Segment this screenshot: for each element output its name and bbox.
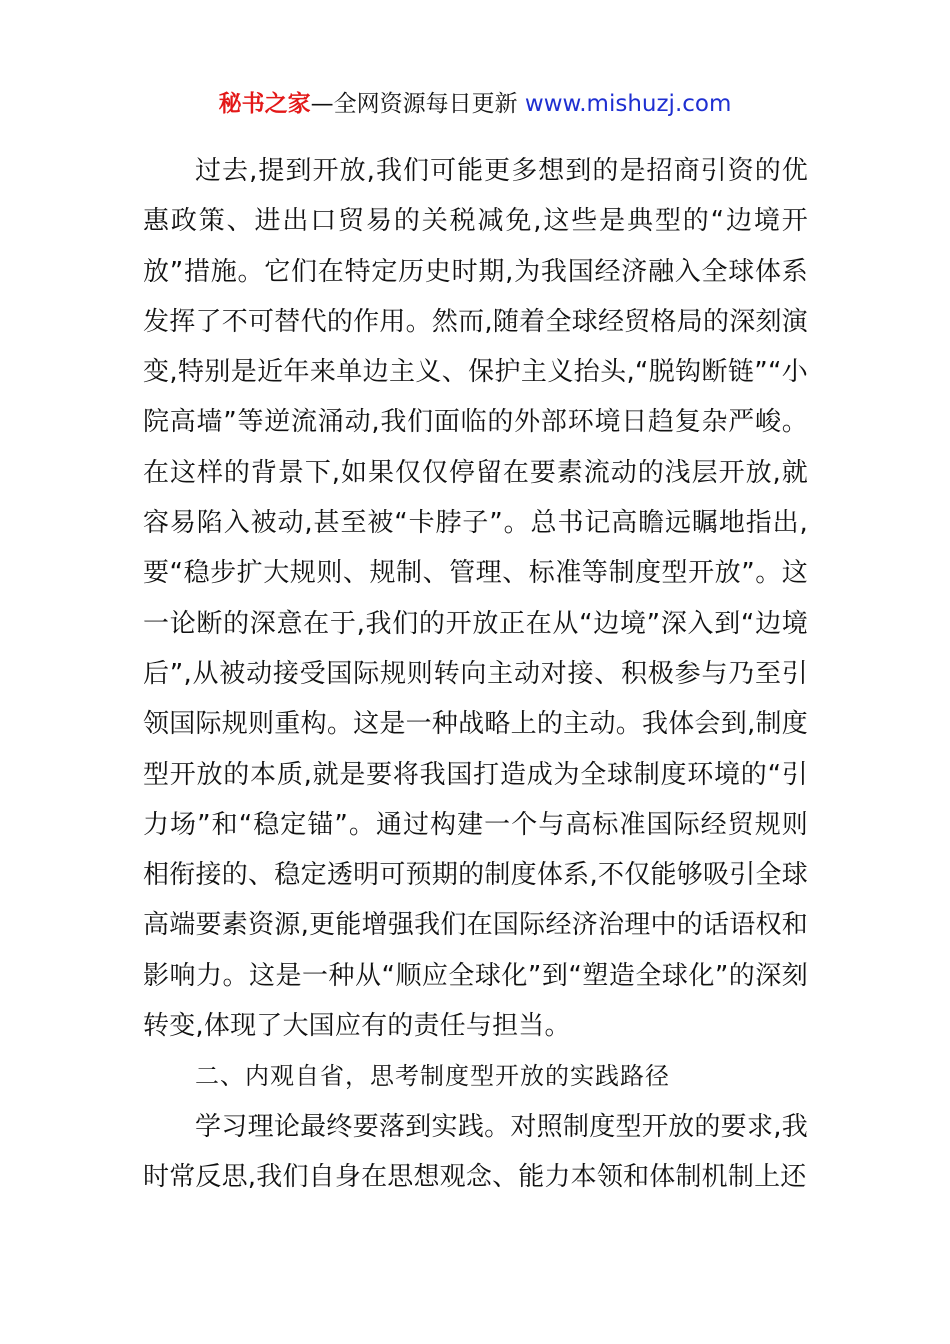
- header-tagline: —全网资源每日更新: [310, 91, 525, 117]
- document-body: [143, 146, 808, 1202]
- paragraph-practice: 学习理论最终要落到实践。对照制度型开放的要求,我时常反思,我们自身在思想观念、能力本领和体制机制上还: [143, 1111, 808, 1192]
- paragraph-institutional-opening: 过去,提到开放,我们可能更多想到的是招商引资的优惠政策、进出口贸易的关税减免,这些是典型的“边境开放”措施。它们在特定历史时期,为我国经济融入全球体系发挥了不可替代的作用。然而,随着全球经贸格局的深刻演变,特别是近年来单边主义、保护主义抬头,“脱钩断链”“小院高墙”等逆流涌动,我们面临的外部环境日趋复杂严峻。在这样的背景下,如果仅仅停留在要素流动的浅层开放,就容易陷入被动,甚至被“卡脖子”。总书记高瞻远瞩地指出,要“稳步扩大规则、规制、管理、标准等制度型开放”。这一论断的深意在于,我们的开放正在从“边境”深入到“边境后”,从被动接受国际规则转向主动对接、积极参与乃至引领国际规则重构。这是一种战略上的主动。我体会到,制度型开放的本质,就是要将我国打造成为全球制度环境的“引力场”和“稳定锚”。通过构建一个与高标准国际经贸规则相衔接的、稳定透明可预期的制度体系,不仅能够吸引全球高端要素资源,更能增强我们在国际经济治理中的话语权和影响力。这是一种从“顺应全球化”到“塑造全球化”的深刻转变,体现了大国应有的责任与担当。: [143, 156, 808, 1042]
- site-url-link[interactable]: www.mishuzj.com: [524, 91, 732, 117]
- brand-name: 秘书之家: [218, 91, 311, 117]
- section-heading-2: 二、内观自省，思考制度型开放的实践路径: [195, 1062, 670, 1091]
- page-header: [0, 86, 950, 122]
